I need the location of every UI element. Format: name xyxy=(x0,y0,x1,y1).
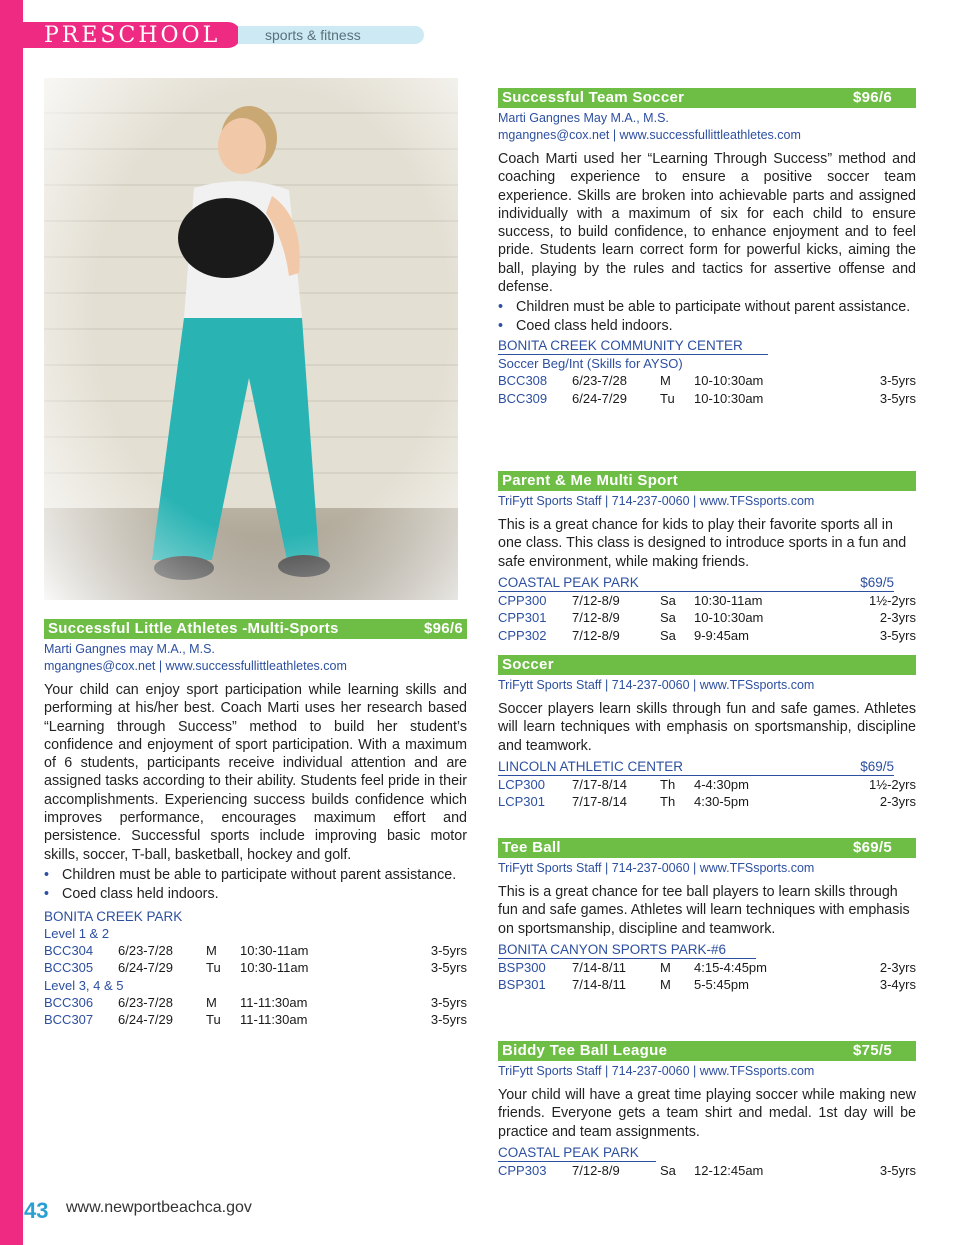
contact-link[interactable]: TriFytt Sports Staff | 714-237-0060 | www.TFSsports.com xyxy=(498,1064,815,1078)
class-row: CPP301 7/12-8/9 Sa 10-10:30am 2-3yrs xyxy=(498,610,916,626)
contact-link[interactable]: mgangnes@cox.net | www.successfullittleathletes.com xyxy=(44,659,347,673)
card-price: $96/6 xyxy=(852,89,892,106)
card-parent-me xyxy=(498,471,916,644)
class-code-link[interactable]: BSP301 xyxy=(498,977,546,993)
card-soccer xyxy=(498,655,916,811)
contact-link[interactable]: mgangnes@cox.net | www.successfullittleathletes.com xyxy=(498,128,801,142)
class-code-link[interactable]: BSP300 xyxy=(498,959,546,975)
location-heading: COASTAL PEAK PARK xyxy=(498,1144,656,1162)
class-code-link[interactable]: LCP300 xyxy=(498,776,545,792)
class-row: BSP300 7/14-8/11 M 4:15-4:45pm 2-3yrs xyxy=(498,959,916,975)
bullet-item: • Coed class held indoors. xyxy=(498,318,673,335)
class-row: CPP302 7/12-8/9 Sa 9-9:45am 3-5yrs xyxy=(498,627,916,643)
page-subtitle: sports & fitness xyxy=(265,27,361,43)
class-code-link[interactable]: BCC305 xyxy=(44,960,94,976)
card-biddy-tee-ball xyxy=(498,1041,916,1179)
class-row: BCC307 6/24-7/29 Tu 11-11:30am 3-5yrs xyxy=(44,1012,467,1028)
level-label: Level 1 & 2 xyxy=(44,925,110,941)
card-title: Successful Team Soccer xyxy=(502,89,685,106)
location-heading: BONITA CREEK COMMUNITY CENTER xyxy=(498,337,768,355)
class-row: LCP301 7/17-8/14 Th 4:30-5pm 2-3yrs xyxy=(498,794,916,810)
location-heading: BONITA CREEK PARK xyxy=(44,908,183,924)
class-code-link[interactable]: LCP301 xyxy=(498,794,545,810)
card-title: Parent & Me Multi Sport xyxy=(502,472,679,489)
class-row: BCC309 6/24-7/29 Tu 10-10:30am 3-5yrs xyxy=(498,390,916,406)
card-price: $69/5 xyxy=(852,839,892,856)
card-price: $96/6 xyxy=(423,620,463,637)
description: Your child will have a great time playing soccer while making new friends. Everyone gets a team shirt and medal. 1st day will be practice and team assignments. xyxy=(498,1087,916,1140)
bullet-item: • Children must be able to participate without parent assistance. xyxy=(498,299,911,316)
card-title: Soccer xyxy=(502,656,554,673)
class-row: BCC306 6/23-7/28 M 11-11:30am 3-5yrs xyxy=(44,994,467,1010)
card-title-bar xyxy=(498,655,916,675)
level-label: Soccer Beg/Int (Skills for AYSO) xyxy=(498,356,683,372)
class-code-link[interactable]: BCC306 xyxy=(44,994,94,1010)
instructor: Marti Gangnes May M.A., M.S. xyxy=(498,111,669,125)
level-label: Level 3, 4 & 5 xyxy=(44,977,124,993)
class-code-link[interactable]: CPP301 xyxy=(498,610,547,626)
class-code-link[interactable]: CPP300 xyxy=(498,592,547,608)
left-accent-bar xyxy=(0,0,23,1245)
class-code-link[interactable]: BCC304 xyxy=(44,942,94,958)
girl-with-baseball-glove-photo xyxy=(44,78,458,600)
card-team-soccer xyxy=(498,88,916,407)
card-title-bar xyxy=(498,88,916,108)
description: This is a great chance for tee ball players to learn skills through fun and safe games. Athletes will learn techniques with emphasis on sportsmanship, discipline and teamwork. xyxy=(498,884,910,937)
class-code-link[interactable]: CPP303 xyxy=(498,1162,547,1178)
class-code-link[interactable]: CPP302 xyxy=(498,627,547,643)
bullet-item: • Children must be able to participate without parent assistance. xyxy=(44,866,457,883)
page-title: PRESCHOOL xyxy=(44,23,221,48)
card-title: Tee Ball xyxy=(502,839,561,856)
card-title-bar xyxy=(498,838,916,858)
class-row: CPP303 7/12-8/9 Sa 12-12:45am 3-5yrs xyxy=(498,1162,916,1178)
description: Coach Marti used her “Learning Through Success” method and coaching experience to ensure a positive soccer team experience. Skills are broken into achievable parts and assigned individually with a maximum of six for each child to ensure success, to build confidence, to enhance enjoyment and to feel pride. Students learn correct form for powerful kicks, aiming the ball, playing by the rules and tactics for assertive offense and defense. xyxy=(498,151,916,296)
class-row: CPP300 7/12-8/9 Sa 10:30-11am 1½-2yrs xyxy=(498,592,916,608)
bullet-item: • Coed class held indoors. xyxy=(44,885,219,902)
card-title-bar xyxy=(498,1041,916,1061)
contact-link[interactable]: TriFytt Sports Staff | 714-237-0060 | www.TFSsports.com xyxy=(498,678,815,692)
description: This is a great chance for kids to play their favorite sports all in one class. This class is designed to introduce sports in a fun and safe environment, while making friends. xyxy=(498,517,907,570)
card-title-bar xyxy=(44,619,467,639)
class-code-link[interactable]: BCC308 xyxy=(498,373,548,389)
description: Your child can enjoy sport participation while learning skills and performing at his/her best. Coach Marti uses her research based “Learning through Success” method to build her student’s confidence and enjoyment of sport participation. With a maximum of 6 students, participants receive individual attention and are assigned tasks according to their ability. Students feel pride in their accomplishments. Experiencing success builds confidence which improves performance, encourages maximum effort and persistence. Successful sports include improving basic motor skills, soccer, T-ball, basketball, hockey and golf. xyxy=(44,682,467,863)
class-code-link[interactable]: BCC307 xyxy=(44,1012,94,1028)
class-row: BCC308 6/23-7/28 M 10-10:30am 3-5yrs xyxy=(498,373,916,389)
location-heading: COASTAL PEAK PARK $69/5 xyxy=(498,574,894,590)
location-heading: BONITA CANYON SPORTS PARK-#6 xyxy=(498,941,756,959)
class-row: BCC304 6/23-7/28 M 10:30-11am 3-5yrs xyxy=(44,942,467,958)
card-title: Successful Little Athletes -Multi-Sports xyxy=(48,620,339,637)
contact-link[interactable]: TriFytt Sports Staff | 714-237-0060 | www.TFSsports.com xyxy=(498,861,815,875)
card-price: $75/5 xyxy=(852,1042,892,1059)
class-row: BSP301 7/14-8/11 M 5-5:45pm 3-4yrs xyxy=(498,977,916,993)
class-row: LCP300 7/17-8/14 Th 4-4:30pm 1½-2yrs xyxy=(498,776,916,792)
contact-link[interactable]: TriFytt Sports Staff | 714-237-0060 | www.TFSsports.com xyxy=(498,494,815,508)
page-number: 43 xyxy=(24,1198,49,1223)
card-title: Biddy Tee Ball League xyxy=(502,1042,668,1059)
class-code-link[interactable]: BCC309 xyxy=(498,390,548,406)
class-row: BCC305 6/24-7/29 Tu 10:30-11am 3-5yrs xyxy=(44,960,467,976)
footer-url-link[interactable]: www.newportbeachca.gov xyxy=(66,1199,252,1216)
card-little-athletes xyxy=(44,619,467,1029)
description: Soccer players learn skills through fun and safe games. Athletes will learn techniques with emphasis on sportsmanship, discipline and teamwork. xyxy=(498,701,916,754)
card-title-bar xyxy=(498,471,916,491)
instructor: Marti Gangnes may M.A., M.S. xyxy=(44,642,215,656)
location-heading: LINCOLN ATHLETIC CENTER $69/5 xyxy=(498,758,894,774)
card-tee-ball xyxy=(498,838,916,994)
